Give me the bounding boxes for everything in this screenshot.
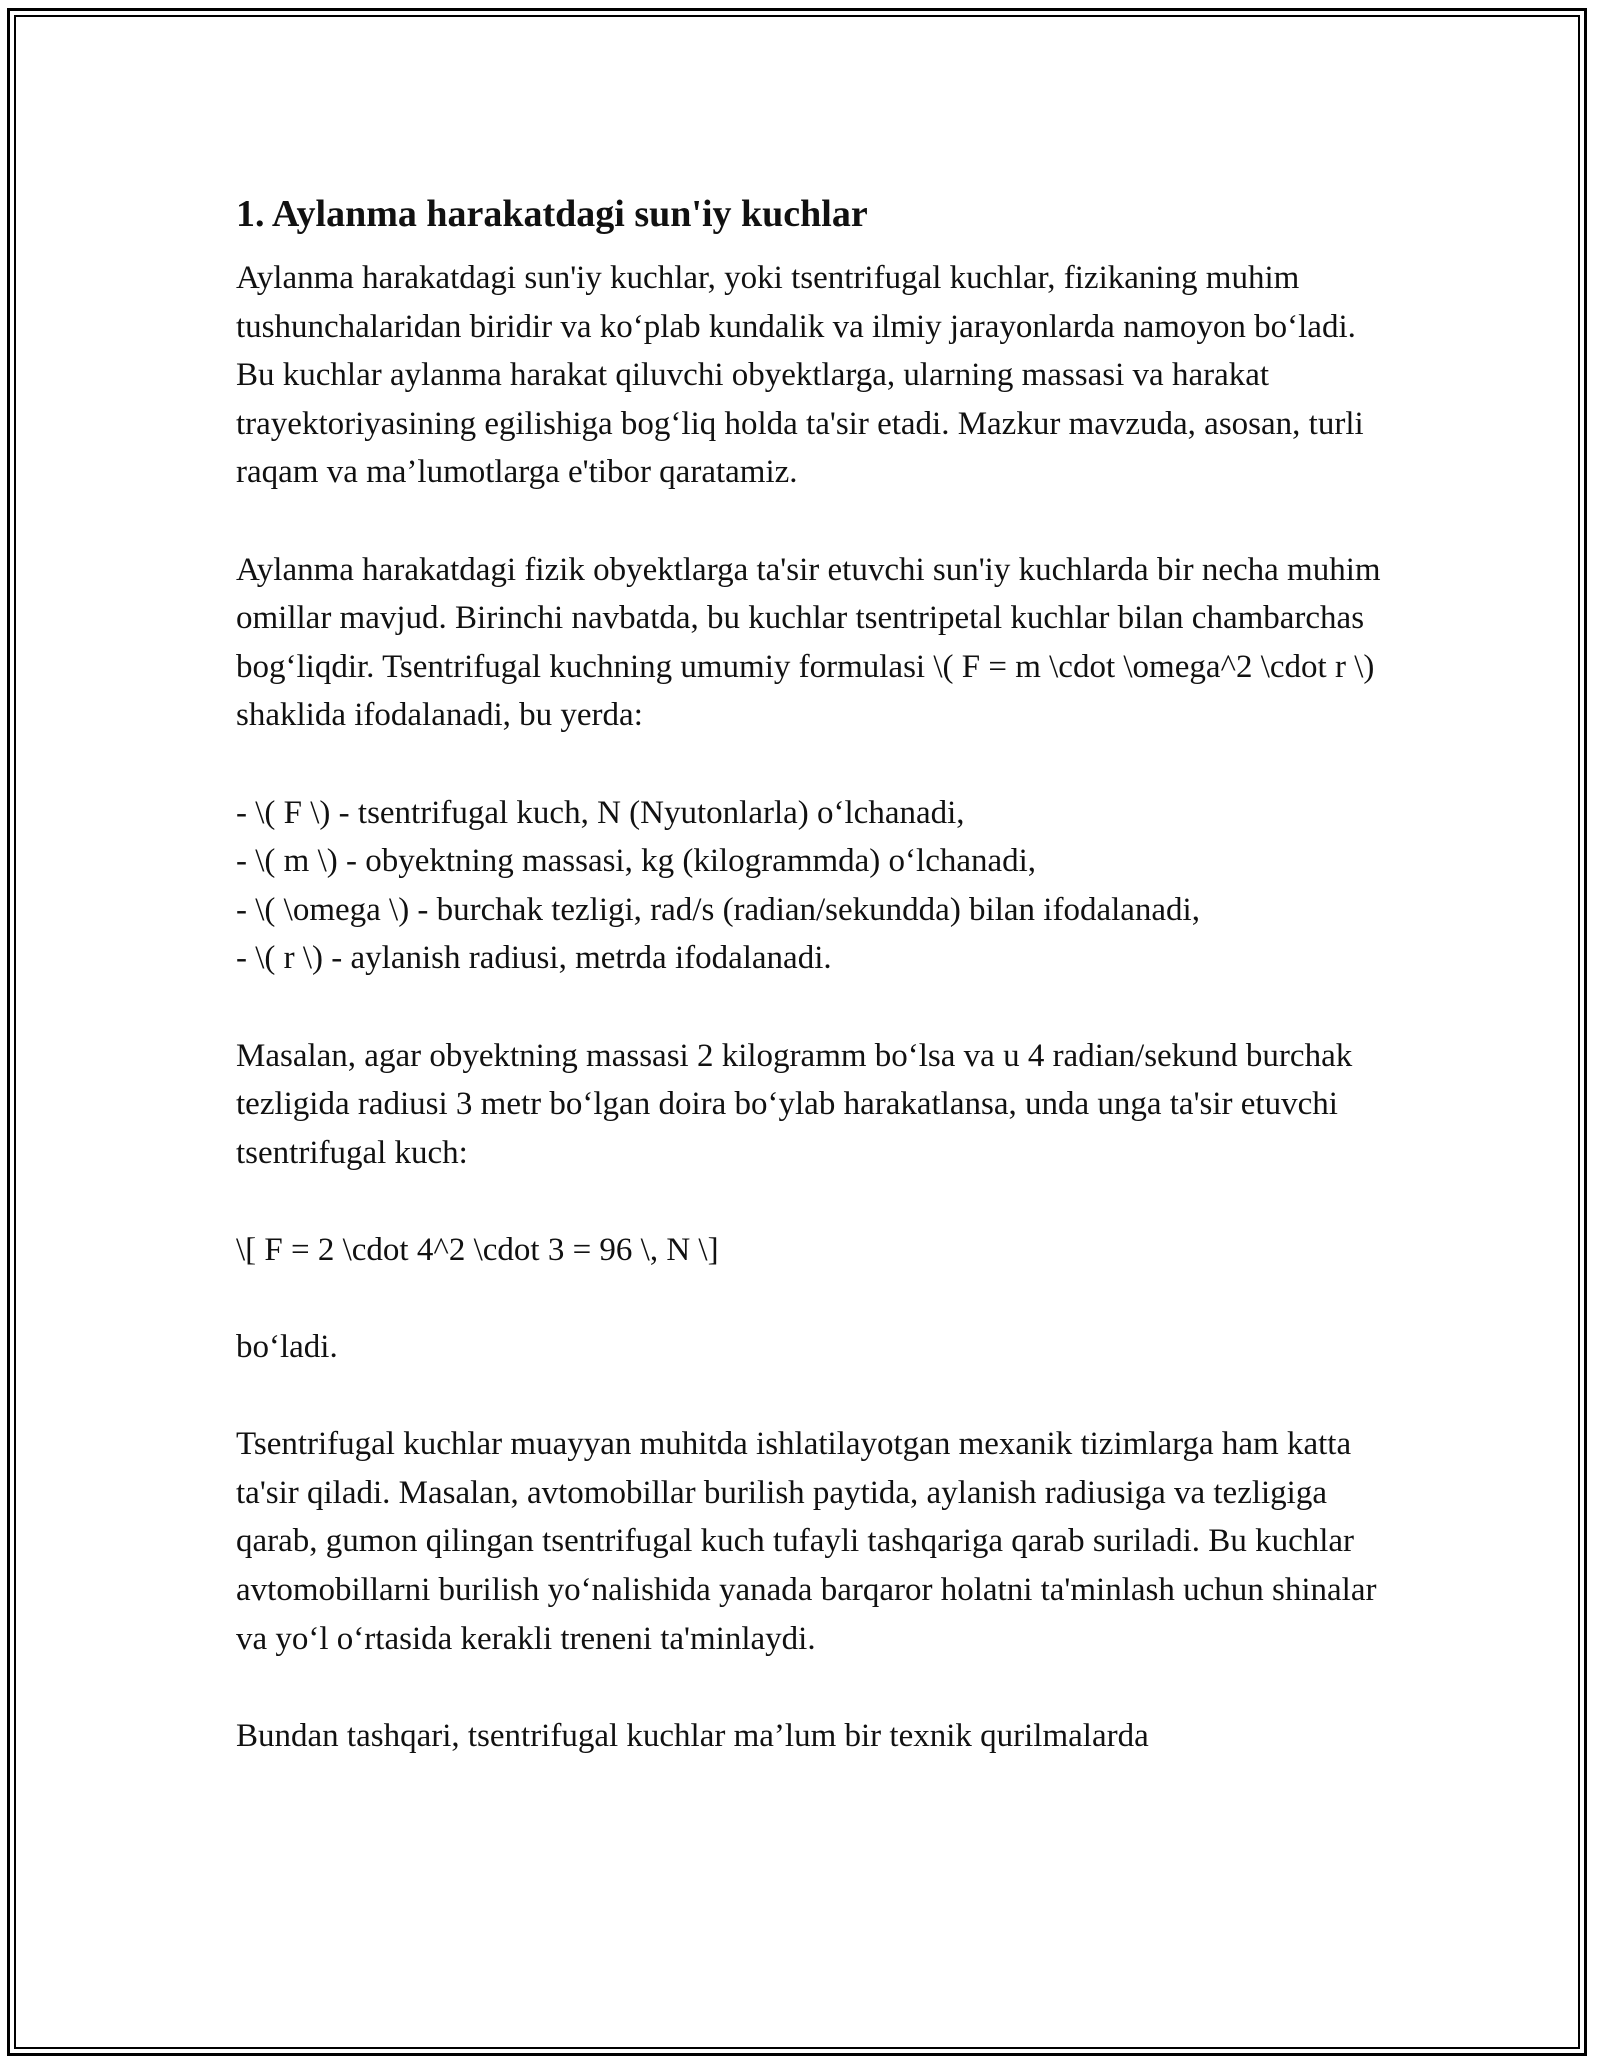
example-paragraph: Masalan, agar obyektning massasi 2 kilogramm bo‘lsa va u 4 radian/sekund burchak tezligida radiusi 3 metr bo‘lgan doira bo‘ylab harakatlansa, unda unga ta'sir etuvchi tsentrifugal kuch: (236, 1037, 1353, 1171)
list-item-force: - \( F \) - tsentrifugal kuch, N (Nyutonlarla) o‘lchanadi, (236, 794, 965, 831)
result-text: bo‘ladi. (236, 1329, 338, 1366)
list-item-radius: - \( r \) - aylanish radiusi, metrda ifodalanadi. (236, 940, 832, 977)
list-item-omega: - \( \omega \) - burchak tezligi, rad/s (radian/sekundda) bilan ifodalanadi, (236, 891, 1200, 928)
example-formula: \[ F = 2 \cdot 4^2 \cdot 3 = 96 \, N \] (236, 1231, 719, 1268)
document-body (236, 186, 1386, 1809)
variable-list (236, 789, 1386, 983)
formula-intro-paragraph: Aylanma harakatdagi fizik obyektlarga ta'sir etuvchi sun'iy kuchlarda bir necha muhim omillar mavjud. Birinchi navbatda, bu kuchlar tsentripetal kuchlar bilan chambarchas bog‘liqdir. Tsentrifugal kuchning umumiy formulasi \( F = m \cdot \omega^2 \cdot r \) shaklida ifodalanadi, bu yerda: (236, 551, 1381, 734)
closing-paragraph: Bundan tashqari, tsentrifugal kuchlar ma’lum bir texnik qurilmalarda (236, 1717, 1149, 1754)
intro-paragraph: Aylanma harakatdagi sun'iy kuchlar, yoki tsentrifugal kuchlar, fizikaning muhim tushunchalaridan biridir va ko‘plab kundalik va ilmiy jarayonlarda namoyon bo‘ladi. Bu kuchlar aylanma harakat qiluvchi obyektlarga, ularning massasi va harakat trayektoriyasining egilishiga bog‘liq holda ta'sir etadi. Mazkur mavzuda, asosan, turli raqam va ma’lumotlarga e'tibor qaratamiz. (236, 260, 1364, 491)
section-heading: 1. Aylanma harakatdagi sun'iy kuchlar (236, 193, 868, 235)
mechanics-paragraph: Tsentrifugal kuchlar muayyan muhitda ishlatilayotgan mexanik tizimlarga ham katta ta'sir qiladi. Masalan, avtomobillar burilish paytida, aylanish radiusiga va tezligiga qarab, gumon qilingan tsentrifugal kuch tufayli tashqariga qarab suriladi. Bu kuchlar avtomobillarni burilish yo‘nalishida yanada barqaror holatni ta'minlash uchun shinalar va yo‘l o‘rtasida kerakli treneni ta'minlaydi. (236, 1426, 1377, 1657)
list-item-mass: - \( m \) - obyektning massasi, kg (kilogrammda) o‘lchanadi, (236, 843, 1037, 880)
